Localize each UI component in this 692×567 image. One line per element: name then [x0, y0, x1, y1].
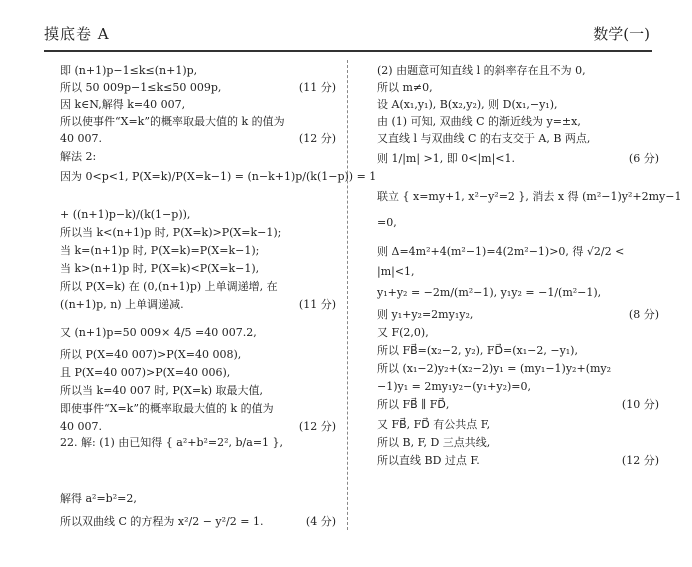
line-text: 所以直线 BD 过点 F. — [377, 454, 480, 467]
solution-line — [60, 349, 336, 363]
solution-line — [60, 227, 336, 241]
line-text: 所以 50 009p−1≤k≤50 009p, — [60, 81, 222, 94]
line-text: 所以 B, F, D 三点共线, — [377, 436, 491, 449]
line-text: 所以 m≠0, — [377, 81, 433, 94]
line-text: 所以当 k<(n+1)p 时, P(X=k)>P(X=k−1); — [60, 226, 282, 239]
solution-line — [60, 245, 336, 259]
line-text: 所以 (x₁−2)y₂+(x₂−2)y₁ = (my₁−1)y₂+(my₂ — [377, 362, 612, 375]
solution-line — [60, 299, 336, 313]
line-text: 解法 2: — [60, 150, 97, 163]
solution-line — [60, 263, 336, 277]
solution-line — [60, 421, 336, 435]
line-text: 当 k=(n+1)p 时, P(X=k)=P(X=k−1); — [60, 244, 260, 257]
solution-line — [60, 209, 336, 223]
solution-line — [377, 217, 659, 231]
line-text: 所以 P(X=40 007)>P(X=40 008), — [60, 348, 242, 361]
solution-line — [60, 116, 336, 130]
solution-line — [377, 266, 659, 280]
solution-line — [60, 151, 336, 165]
solution-line — [377, 153, 659, 167]
solution-line — [377, 190, 682, 205]
solution-line — [377, 455, 659, 469]
line-text: 则 y₁+y₂=2my₁y₂, — [377, 308, 474, 321]
column-divider — [347, 60, 348, 530]
solution-line — [60, 516, 336, 530]
score-label: (11 分) — [298, 298, 336, 311]
line-text: y₁+y₂ = −2m/(m²−1), y₁y₂ = −1/(m²−1), — [377, 286, 602, 299]
solution-line — [377, 99, 659, 113]
line-text: 因为 0<p<1, P(X=k)/P(X=k−1) = (n−k+1)p/(k(1−p)) = 1 — [60, 170, 377, 183]
line-text: 22. 解: (1) 由已知得 { a²+b²=2², b/a=1 }, — [60, 436, 284, 449]
line-text: 因 k∈N,解得 k=40 007, — [60, 98, 186, 111]
solution-line — [377, 309, 659, 323]
line-text: 40 007. — [60, 420, 102, 433]
solution-line — [60, 133, 336, 147]
line-text: |m|<1, — [377, 265, 415, 278]
score-label: (12 分) — [621, 454, 659, 467]
line-text: 所以双曲线 C 的方程为 x²/2 − y²/2 = 1. — [60, 515, 264, 528]
line-text: −1)y₁ = 2my₁y₂−(y₁+y₂)=0, — [377, 380, 531, 393]
solution-line — [60, 170, 377, 185]
header-rule — [44, 50, 652, 52]
solution-line — [60, 493, 336, 507]
score-label: (8 分) — [628, 308, 659, 321]
score-label: (11 分) — [298, 81, 336, 94]
line-text: 所以 FB⃗ ∥ FD⃗, — [377, 398, 450, 411]
score-label: (4 分) — [305, 515, 336, 528]
solution-line — [60, 327, 336, 341]
line-text: 40 007. — [60, 132, 102, 145]
solution-line — [377, 133, 659, 147]
score-label: (6 分) — [628, 152, 659, 165]
solution-line — [60, 281, 336, 295]
solution-line — [377, 82, 659, 96]
solution-line — [60, 385, 336, 399]
solution-line — [60, 367, 336, 381]
line-text: 即 (n+1)p−1≤k≤(n+1)p, — [60, 64, 198, 77]
line-text: 所以当 k=40 007 时, P(X=k) 取最大值, — [60, 384, 264, 397]
header-right-title: 数学(一) — [593, 25, 650, 43]
solution-line — [60, 403, 336, 417]
line-text: 所以使事件“X=k”的概率取最大值的 k 的值为 — [60, 115, 285, 128]
line-text: 设 A(x₁,y₁), B(x₂,y₂), 则 D(x₁,−y₁), — [377, 98, 558, 111]
line-text: 则 1/|m| >1, 即 0<|m|<1. — [377, 152, 516, 165]
solution-line — [377, 65, 659, 79]
line-text: 又直线 l 与双曲线 C 的右支交于 A, B 两点, — [377, 132, 591, 145]
solution-line — [377, 363, 659, 377]
score-label: (10 分) — [621, 398, 659, 411]
solution-line — [60, 65, 336, 79]
score-label: (12 分) — [298, 420, 336, 433]
solution-line — [377, 419, 659, 433]
solution-line — [60, 99, 336, 113]
line-text: 即使事件“X=k”的概率取最大值的 k 的值为 — [60, 402, 274, 415]
line-text: 又 (n+1)p=50 009× 4/5 =40 007.2, — [60, 326, 257, 339]
line-text: 所以 P(X=k) 在 (0,(n+1)p) 上单调递增, 在 — [60, 280, 278, 293]
score-label: (12 分) — [298, 132, 336, 145]
line-text: 解得 a²=b²=2, — [60, 492, 137, 505]
solution-line — [377, 345, 659, 359]
solution-line — [60, 82, 336, 96]
line-text: ((n+1)p, n) 上单调递减. — [60, 298, 184, 311]
line-text: 且 P(X=40 007)>P(X=40 006), — [60, 366, 231, 379]
solution-line — [377, 246, 659, 260]
line-text: 联立 { x=my+1, x²−y²=2 }, 消去 x 得 (m²−1)y²+2my−1 — [377, 190, 682, 203]
line-text: 所以 FB⃗=(x₂−2, y₂), FD⃗=(x₁−2, −y₁), — [377, 344, 578, 357]
solution-line — [377, 399, 659, 413]
solution-line — [377, 327, 659, 341]
line-text: 由 (1) 可知, 双曲线 C 的渐近线为 y=±x, — [377, 115, 581, 128]
line-text: (2) 由题意可知直线 l 的斜率存在且不为 0, — [377, 64, 586, 77]
solution-line — [377, 437, 659, 451]
solution-line — [377, 381, 659, 395]
line-text: 则 Δ=4m²+4(m²−1)=4(2m²−1)>0, 得 √2/2 < — [377, 245, 625, 258]
line-text: 当 k>(n+1)p 时, P(X=k)<P(X=k−1), — [60, 262, 260, 275]
line-text: + ((n+1)p−k)/(k(1−p)), — [60, 208, 191, 221]
header-left-title: 摸底卷 A — [44, 25, 110, 43]
line-text: 又 FB⃗, FD⃗ 有公共点 F, — [377, 418, 491, 431]
solution-line — [377, 116, 659, 130]
line-text: =0, — [377, 216, 397, 229]
line-text: 又 F(2,0), — [377, 326, 429, 339]
solution-line — [60, 437, 336, 451]
solution-line — [377, 287, 659, 301]
